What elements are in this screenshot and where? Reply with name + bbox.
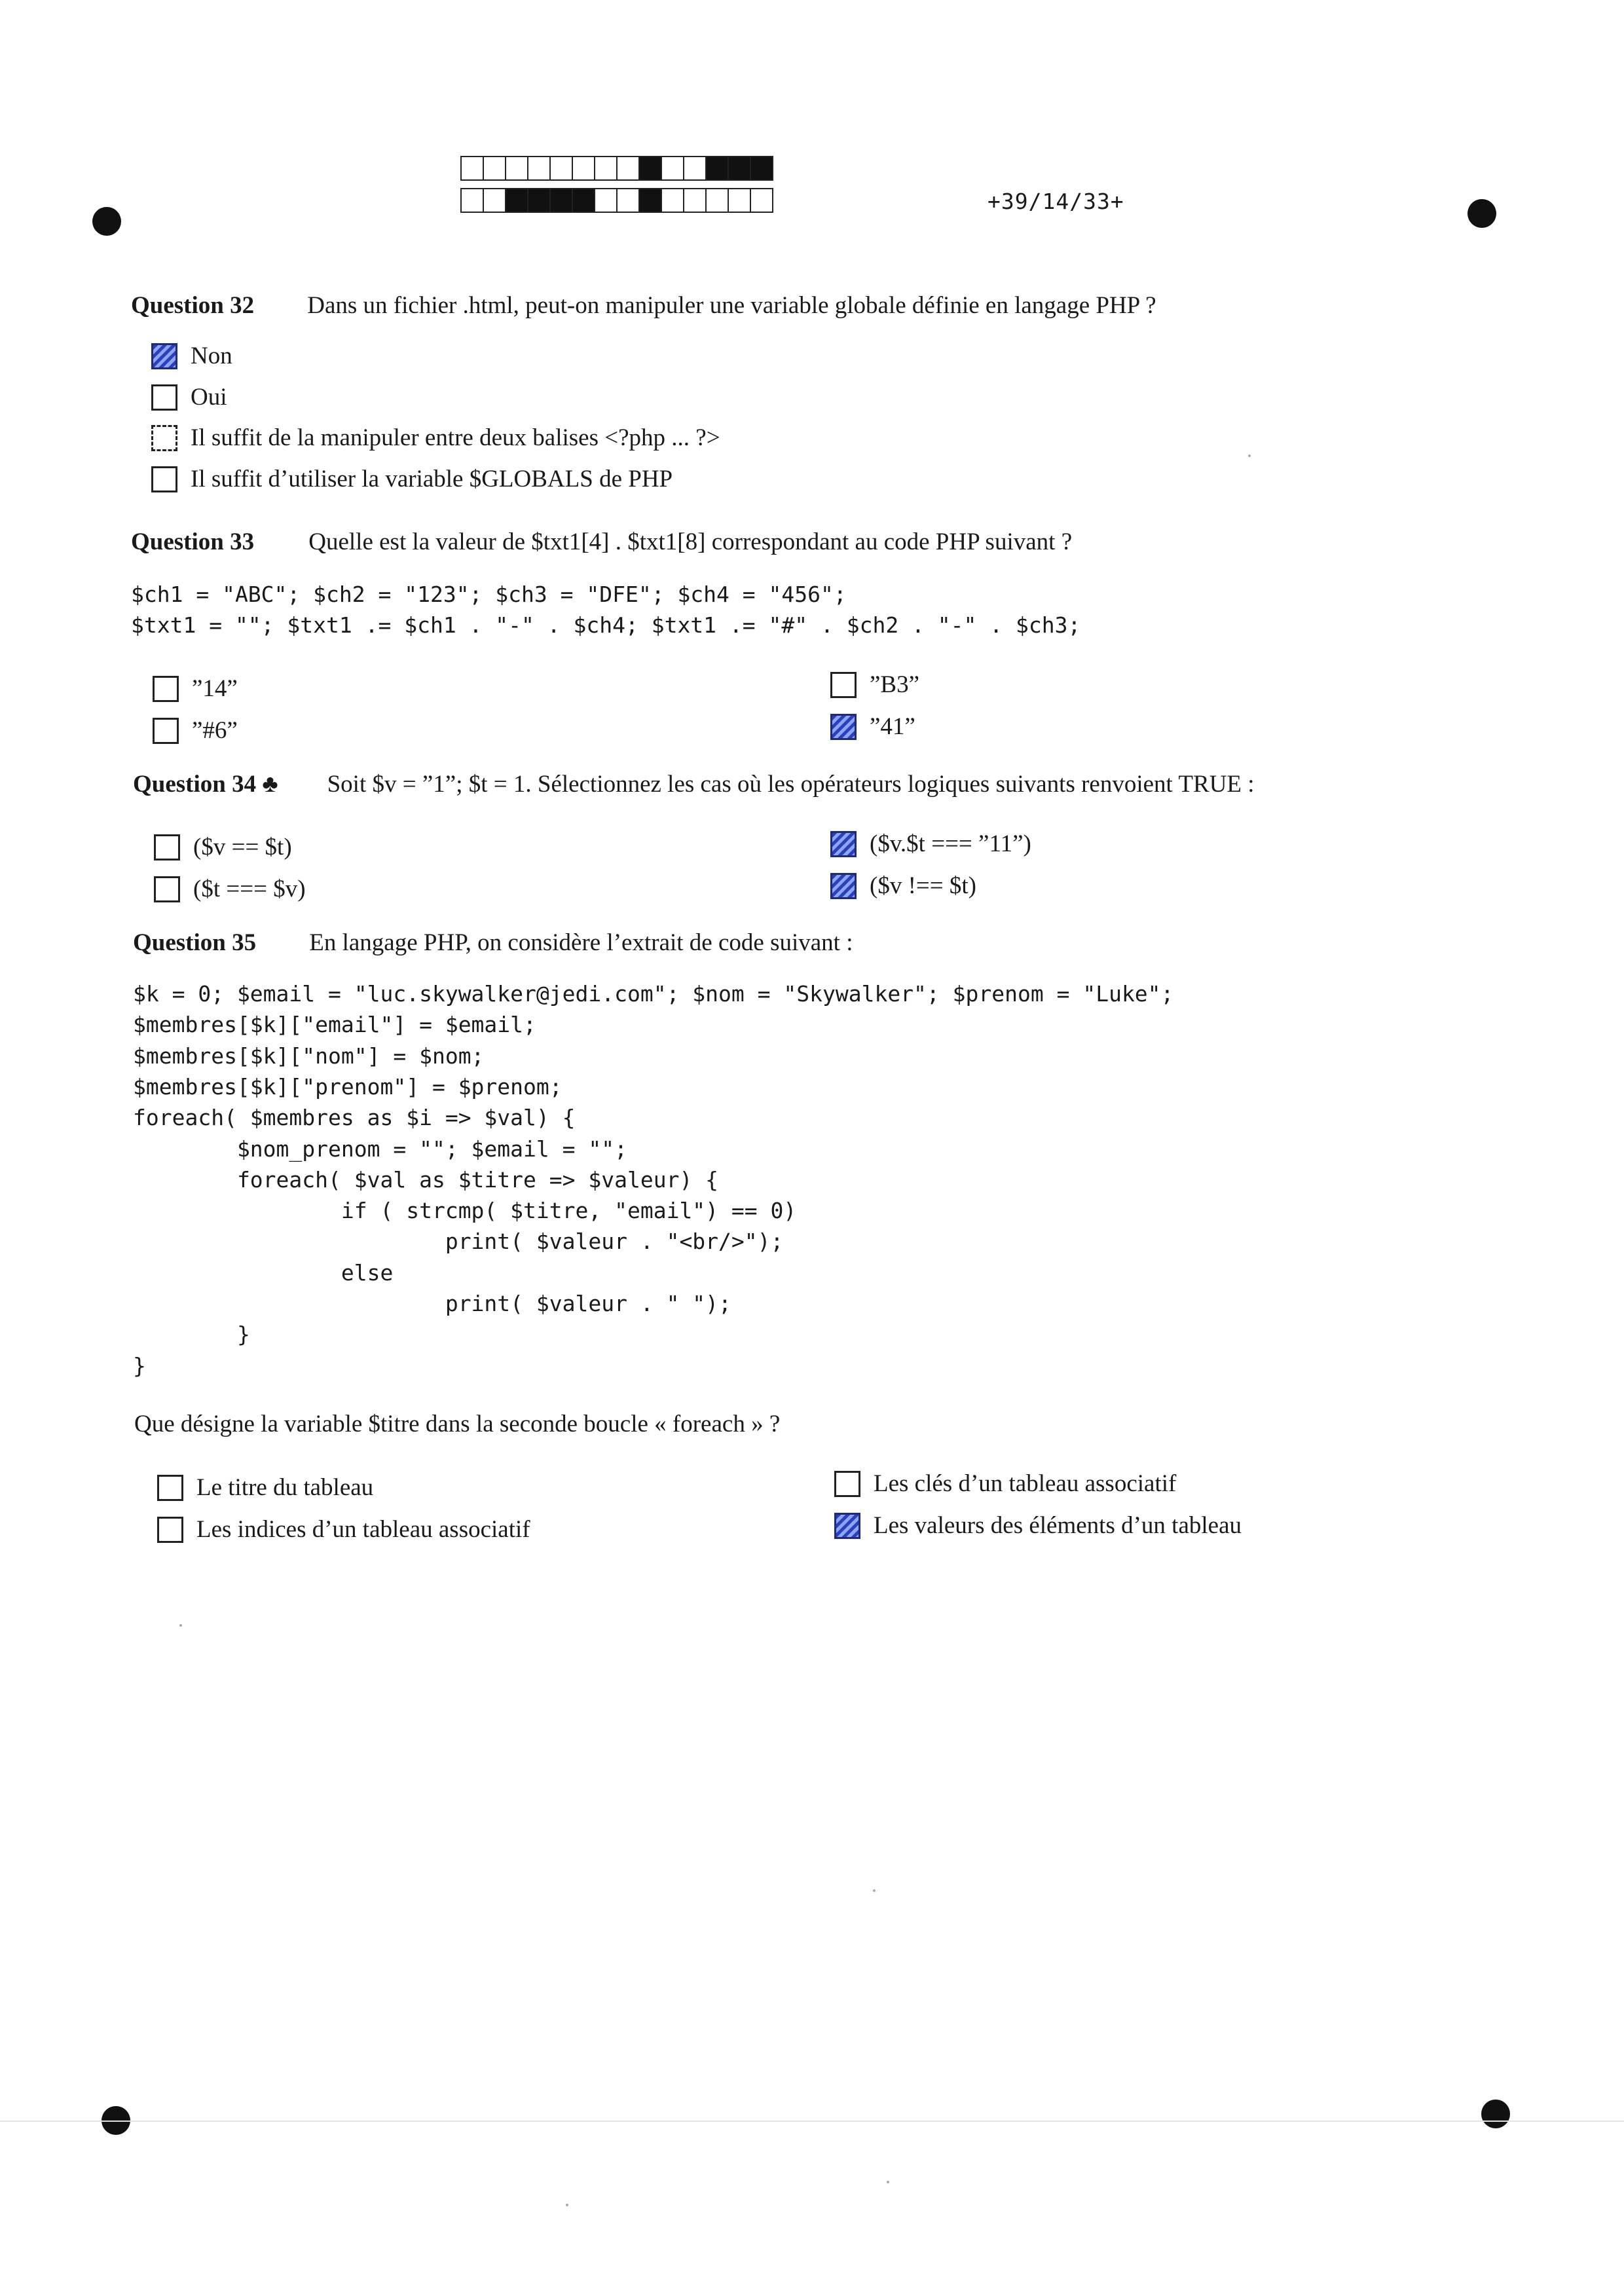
checkbox[interactable] [153,718,179,744]
code-line: foreach( $membres as $i => $val) { [133,1105,576,1131]
checkbox[interactable] [830,672,857,698]
option-label: Il suffit de la manipuler entre deux balises <?php ... ?> [191,424,720,451]
barcode-cell [460,188,484,213]
barcode-cell [572,156,595,181]
scan-speck [179,1624,182,1627]
option-label: Il suffit d’utiliser la variable $GLOBALS de PHP [191,466,673,492]
checkbox[interactable] [834,1513,860,1539]
exam-id: +39/14/33+ [987,189,1124,214]
q35-option-1[interactable] [157,1473,373,1502]
code-line: print( $valeur . " "); [133,1291,731,1316]
q33-option-2[interactable] [153,716,238,745]
code-line: $k = 0; $email = "luc.skywalker@jedi.com"; $nom = "Skywalker"; $prenom = "Luke"; [133,981,1174,1007]
barcode-cell [750,188,773,213]
option-label: Non [191,343,232,369]
code-line: if ( strcmp( $titre, "email") == 0) [133,1198,797,1224]
q32-option-2[interactable] [151,383,227,411]
question-text: Quelle est la valeur de $txt1[4] . $txt1[8] correspondant au code PHP suivant ? [308,528,1073,555]
option-label: ($v !== $t) [870,872,976,899]
barcode-cell [616,156,640,181]
q32-option-4[interactable] [151,465,673,493]
q35-option-4[interactable] [834,1511,1242,1540]
barcode-cell [483,188,506,213]
barcode-cell [527,188,551,213]
question-33-header [131,528,1072,556]
option-label: ”14” [192,675,238,702]
checkbox[interactable] [154,876,180,902]
club-icon: ♣ [262,771,278,798]
barcode-cell [728,188,751,213]
barcode-cell [750,156,773,181]
checkbox[interactable] [151,384,177,411]
q35-option-3[interactable] [834,1470,1176,1498]
option-label: Le titre du tableau [196,1474,374,1501]
code-line: $txt1 = ""; $txt1 .= $ch1 . "-" . $ch4; $txt1 .= "#" . $ch2 . "-" . $ch3; [131,612,1081,638]
option-label: ”41” [870,713,915,740]
barcode-cell [661,156,684,181]
barcode-row-1 [460,156,772,181]
barcode-cell [594,156,618,181]
checkbox[interactable] [154,834,180,861]
barcode-cell [527,156,551,181]
q33-option-3[interactable] [830,671,919,699]
barcode-cell [683,188,707,213]
code-line: else [133,1259,394,1286]
checkbox[interactable] [157,1517,183,1543]
checkbox[interactable] [151,425,177,451]
barcode-cell [616,188,640,213]
q33-option-4[interactable] [830,713,915,741]
question-32-header [131,291,1156,320]
checkbox[interactable] [830,831,857,857]
question-35-header [133,929,853,957]
question-34-header [133,770,1255,798]
option-label: Les valeurs des éléments d’un tableau [874,1512,1242,1539]
option-label: ”B3” [870,671,920,698]
checkbox[interactable] [157,1475,183,1501]
option-label: Les clés d’un tableau associatif [874,1470,1177,1497]
barcode-cell [505,156,528,181]
barcode-cell [683,156,707,181]
barcode-cell [505,188,528,213]
option-label: Oui [191,384,227,411]
scan-speck [1248,454,1251,457]
question-number: Question 32 [131,292,255,319]
q34-option-4[interactable] [830,872,976,900]
barcode-cell [705,156,729,181]
checkbox[interactable] [834,1471,860,1497]
registration-mark-bottom-right [1481,2100,1510,2128]
barcode-cell [549,188,573,213]
question-text: Dans un fichier .html, peut-on manipuler une variable globale définie en langage PHP ? [307,292,1156,319]
question-text: En langage PHP, on considère l’extrait de code suivant : [309,929,853,956]
scan-speck [873,1889,876,1892]
code-line: } [133,1352,146,1379]
q33-option-1[interactable] [153,675,238,703]
checkbox[interactable] [830,873,857,899]
checkbox[interactable] [151,466,177,492]
barcode-cell [549,156,573,181]
barcode-cell [638,188,662,213]
code-line: foreach( $val as $titre => $valeur) { [133,1166,719,1193]
registration-mark-top-left [92,207,121,236]
q35-option-2[interactable] [157,1515,530,1544]
option-label: ($v.$t === ”11”) [870,830,1031,857]
scan-speck [887,2181,889,2183]
question-number: Question 33 [131,528,255,555]
code-line: $ch1 = "ABC"; $ch2 = "123"; $ch3 = "DFE"; $ch4 = "456"; [131,582,847,607]
checkbox[interactable] [830,714,857,740]
q34-option-2[interactable] [154,875,306,903]
code-line: $membres[$k]["prenom"] = $prenom; [133,1073,563,1100]
question-number: Question 35 [133,929,257,956]
q32-option-3[interactable] [151,424,720,452]
scan-edge-line [0,2120,1624,2122]
barcode-row-2 [460,188,772,213]
code-line: } [133,1322,250,1348]
barcode-cell [460,156,484,181]
subquestion-text: Que désigne la variable $titre dans la seconde boucle « foreach » ? [134,1411,781,1437]
code-line: $nom_prenom = ""; $email = ""; [133,1136,627,1162]
barcode-cell [572,188,595,213]
barcode-cell [728,156,751,181]
code-line: $membres[$k]["nom"] = $nom; [133,1043,485,1069]
checkbox[interactable] [153,676,179,702]
question-text: Soit $v = ”1”; $t = 1. Sélectionnez les cas où les opérateurs logiques suivants renvoient TRUE : [327,771,1255,798]
option-label: ”#6” [192,717,238,744]
checkbox[interactable] [151,343,177,369]
barcode-cell [638,156,662,181]
scan-speck [566,2204,568,2206]
barcode-cell [661,188,684,213]
option-label: ($v == $t) [193,834,292,861]
q32-option-1[interactable] [151,342,232,370]
code-line: $membres[$k]["email"] = $email; [133,1012,536,1038]
code-line: print( $valeur . "<br/>"); [133,1229,784,1255]
barcode-cell [594,188,618,213]
barcode-cell [705,188,729,213]
option-label: Les indices d’un tableau associatif [196,1516,530,1543]
q34-option-3[interactable] [830,830,1031,858]
q34-option-1[interactable] [154,833,292,861]
question-number: Question 34 [133,771,257,798]
option-label: ($t === $v) [193,876,306,902]
barcode-cell [483,156,506,181]
registration-mark-top-right [1467,199,1496,228]
